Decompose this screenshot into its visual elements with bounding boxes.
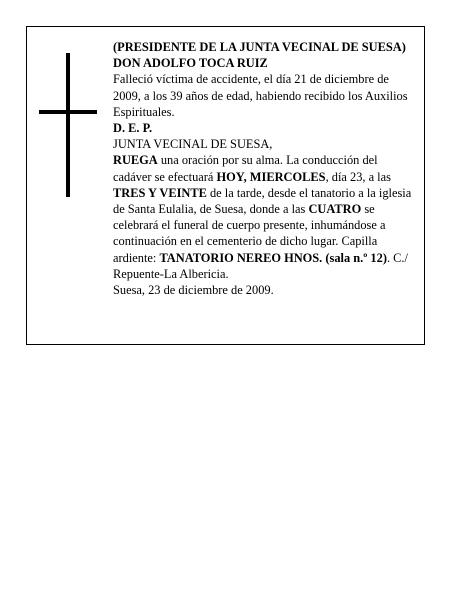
time-2-text: CUATRO	[308, 202, 362, 217]
ruega-text: RUEGA	[113, 153, 158, 168]
body-text-5: . C./ Repuente-La Albericia.	[113, 250, 408, 281]
notice-text	[113, 39, 419, 298]
cross-horizontal-bar	[39, 110, 97, 114]
body-text-4: se celebrará el funeral de cuerpo presente, inhumándose a continuación en el cementerio de dicho lugar. Capilla ardiente:	[113, 202, 386, 265]
day-text: HOY, MIERCOLES	[216, 169, 326, 184]
organization-name: JUNTA VECINAL DE SUESA,	[113, 137, 273, 152]
obituary-notice	[26, 26, 425, 345]
place-date: Suesa, 23 de diciembre de 2009.	[113, 283, 274, 298]
body-text-3: de la tarde, desde el tanatorio a la iglesia de Santa Eulalia, de Suesa, donde a las	[113, 185, 412, 217]
death-text: Falleció víctima de accidente, el día 21 de diciembre de 2009, a los 39 años de edad, habiendo recibido los Auxilios Espirituales.	[113, 72, 408, 119]
time-1-text: TRES Y VEINTE	[113, 185, 207, 200]
body-text-1: una oración por su alma. La conducción del cadáver se efectuará	[113, 153, 378, 184]
funeral-home-text: TANATORIO NEREO HNOS. (sala n.º 12)	[159, 250, 387, 265]
body-text-2: , día 23, a las	[325, 169, 391, 184]
cross-icon	[39, 53, 97, 197]
header-title: (PRESIDENTE DE LA JUNTA VECINAL DE SUESA)	[113, 40, 406, 54]
deceased-name: DON ADOLFO TOCA RUIZ	[113, 56, 268, 71]
dep-text: D. E. P.	[113, 121, 153, 136]
cross-vertical-bar	[66, 53, 70, 197]
ceremony-text	[113, 152, 419, 282]
